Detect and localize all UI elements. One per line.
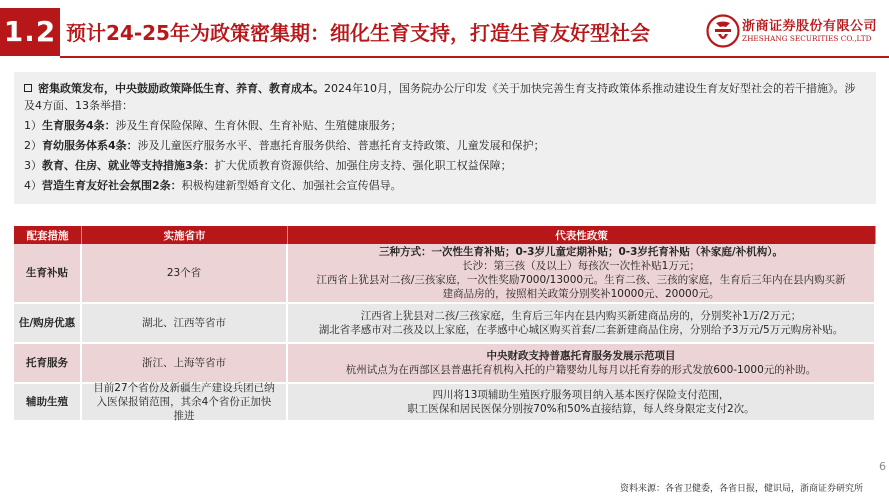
source-note: 资料来源：各省卫健委，各省日报，健识局，浙商证券研究所 — [620, 484, 864, 494]
cell-regions: 目前27个省份及新疆生产建设兵团已纳入医保报销范围，其余4个省份正加快推进 — [82, 384, 288, 420]
policy-summary-box — [14, 72, 876, 204]
cell-measure: 生育补贴 — [14, 244, 82, 302]
cell-policy — [288, 344, 876, 382]
item-heading: 育幼服务体系4条： — [42, 139, 138, 152]
logo-english-name: ZHESHANG SECURITIES CO.,LTD — [742, 34, 872, 43]
policy-line: 江西省上犹县对二孩/三孩家庭，生育后三年内在县内购买新建商品房的，分别奖补1万/2万元； — [360, 310, 802, 322]
item-heading: 生育服务4条： — [42, 119, 116, 132]
summary-lead-bold: 密集政策发布，中央鼓励政策降低生育、养育、教育成本。 — [38, 82, 324, 95]
item-number: 1） — [24, 119, 42, 132]
policy-headline: 三种方式：一次性生育补贴；0-3岁儿童定期补贴；0-3岁托育补贴（补家庭/补机构）。 — [378, 246, 784, 258]
cell-regions: 浙江、上海等省市 — [82, 344, 288, 382]
cell-measure: 托育服务 — [14, 344, 82, 382]
cell-regions: 湖北、江西等省市 — [82, 304, 288, 342]
policy-headline: 中央财政支持普惠托育服务发展示范项目 — [486, 350, 676, 362]
table-row — [14, 384, 876, 422]
summary-lead — [24, 80, 866, 114]
table-row — [14, 244, 876, 304]
summary-item — [24, 157, 866, 174]
policy-line: 四川将13项辅助生殖医疗服务项目纳入基本医疗保险支付范围， — [432, 389, 730, 401]
summary-item — [24, 137, 866, 154]
company-logo — [706, 14, 886, 50]
summary-item — [24, 177, 866, 194]
policy-line: 江西省上犹县对二孩/三孩家庭，一次性奖励7000/13000元。生育二孩、三孩的家庭，生育后三年内在县内购买新 — [316, 274, 846, 286]
item-text: 积极构建新型婚育文化、加强社会宣传倡导。 — [181, 179, 402, 192]
summary-lead-text: 2024年10月，国务院办公厅印发《关于加快完善生育支持政策体系推动建设生育友好型社会的若干措施》。涉及4方面、13条举措： — [24, 82, 856, 112]
summary-item — [24, 117, 866, 134]
policy-line: 职工医保和居民医保分别按70%和50%直接结算，每人终身限定支付2次。 — [407, 403, 755, 415]
page-header — [0, 8, 889, 58]
section-number-badge: 1.2 — [0, 8, 60, 56]
cell-measure: 住/购房优惠 — [14, 304, 82, 342]
item-text: 扩大优质教育资源供给、加强住房支持、强化职工权益保障； — [214, 159, 512, 172]
column-header-measure: 配套措施 — [14, 226, 82, 244]
zheshang-logo-icon — [706, 14, 740, 48]
cell-policy — [288, 304, 876, 342]
cell-policy — [288, 384, 876, 420]
table-header-row — [14, 226, 876, 244]
item-text: 涉及儿童医疗服务水平、普惠托育服务供给、普惠托育支持政策、儿童发展和保护； — [137, 139, 545, 152]
policy-line: 杭州试点为在西部区县普惠托育机构入托的户籍婴幼儿每月以托育券的形式发放600-1000元的补助。 — [345, 364, 817, 376]
column-header-regions: 实施省市 — [82, 226, 288, 244]
item-number: 4） — [24, 179, 42, 192]
policy-table — [14, 226, 876, 422]
item-number: 3） — [24, 159, 42, 172]
cell-regions: 23个省 — [82, 244, 288, 302]
checkbox-square-icon — [24, 84, 32, 92]
policy-line: 长沙：第三孩（及以上）每孩次一次性补贴1万元； — [462, 260, 700, 272]
cell-policy — [288, 244, 876, 302]
policy-line: 建商品房的，按照相关政策分别奖补10000元、20000元。 — [442, 288, 720, 300]
policy-line: 湖北省孝感市对二孩及以上家庭，在孝感中心城区购买首套/二套新建商品住房，分别给予3万元/5万元购房补贴。 — [318, 324, 844, 336]
logo-chinese-name: 浙商证券股份有限公司 — [742, 19, 878, 34]
page-title: 预计24-25年为政策密集期：细化生育支持，打造生育友好型社会 — [66, 21, 650, 45]
page-number: 6 — [879, 460, 886, 473]
item-heading: 教育、住房、就业等支持措施3条： — [42, 159, 215, 172]
item-text: 涉及生育保险保障、生育休假、生育补贴、生殖健康服务； — [115, 119, 402, 132]
item-number: 2） — [24, 139, 42, 152]
header-divider — [60, 56, 889, 58]
table-row — [14, 344, 876, 384]
table-row — [14, 304, 876, 344]
item-heading: 营造生育友好社会氛围2条： — [42, 179, 182, 192]
cell-measure: 辅助生殖 — [14, 384, 82, 420]
column-header-policy: 代表性政策 — [288, 226, 876, 244]
